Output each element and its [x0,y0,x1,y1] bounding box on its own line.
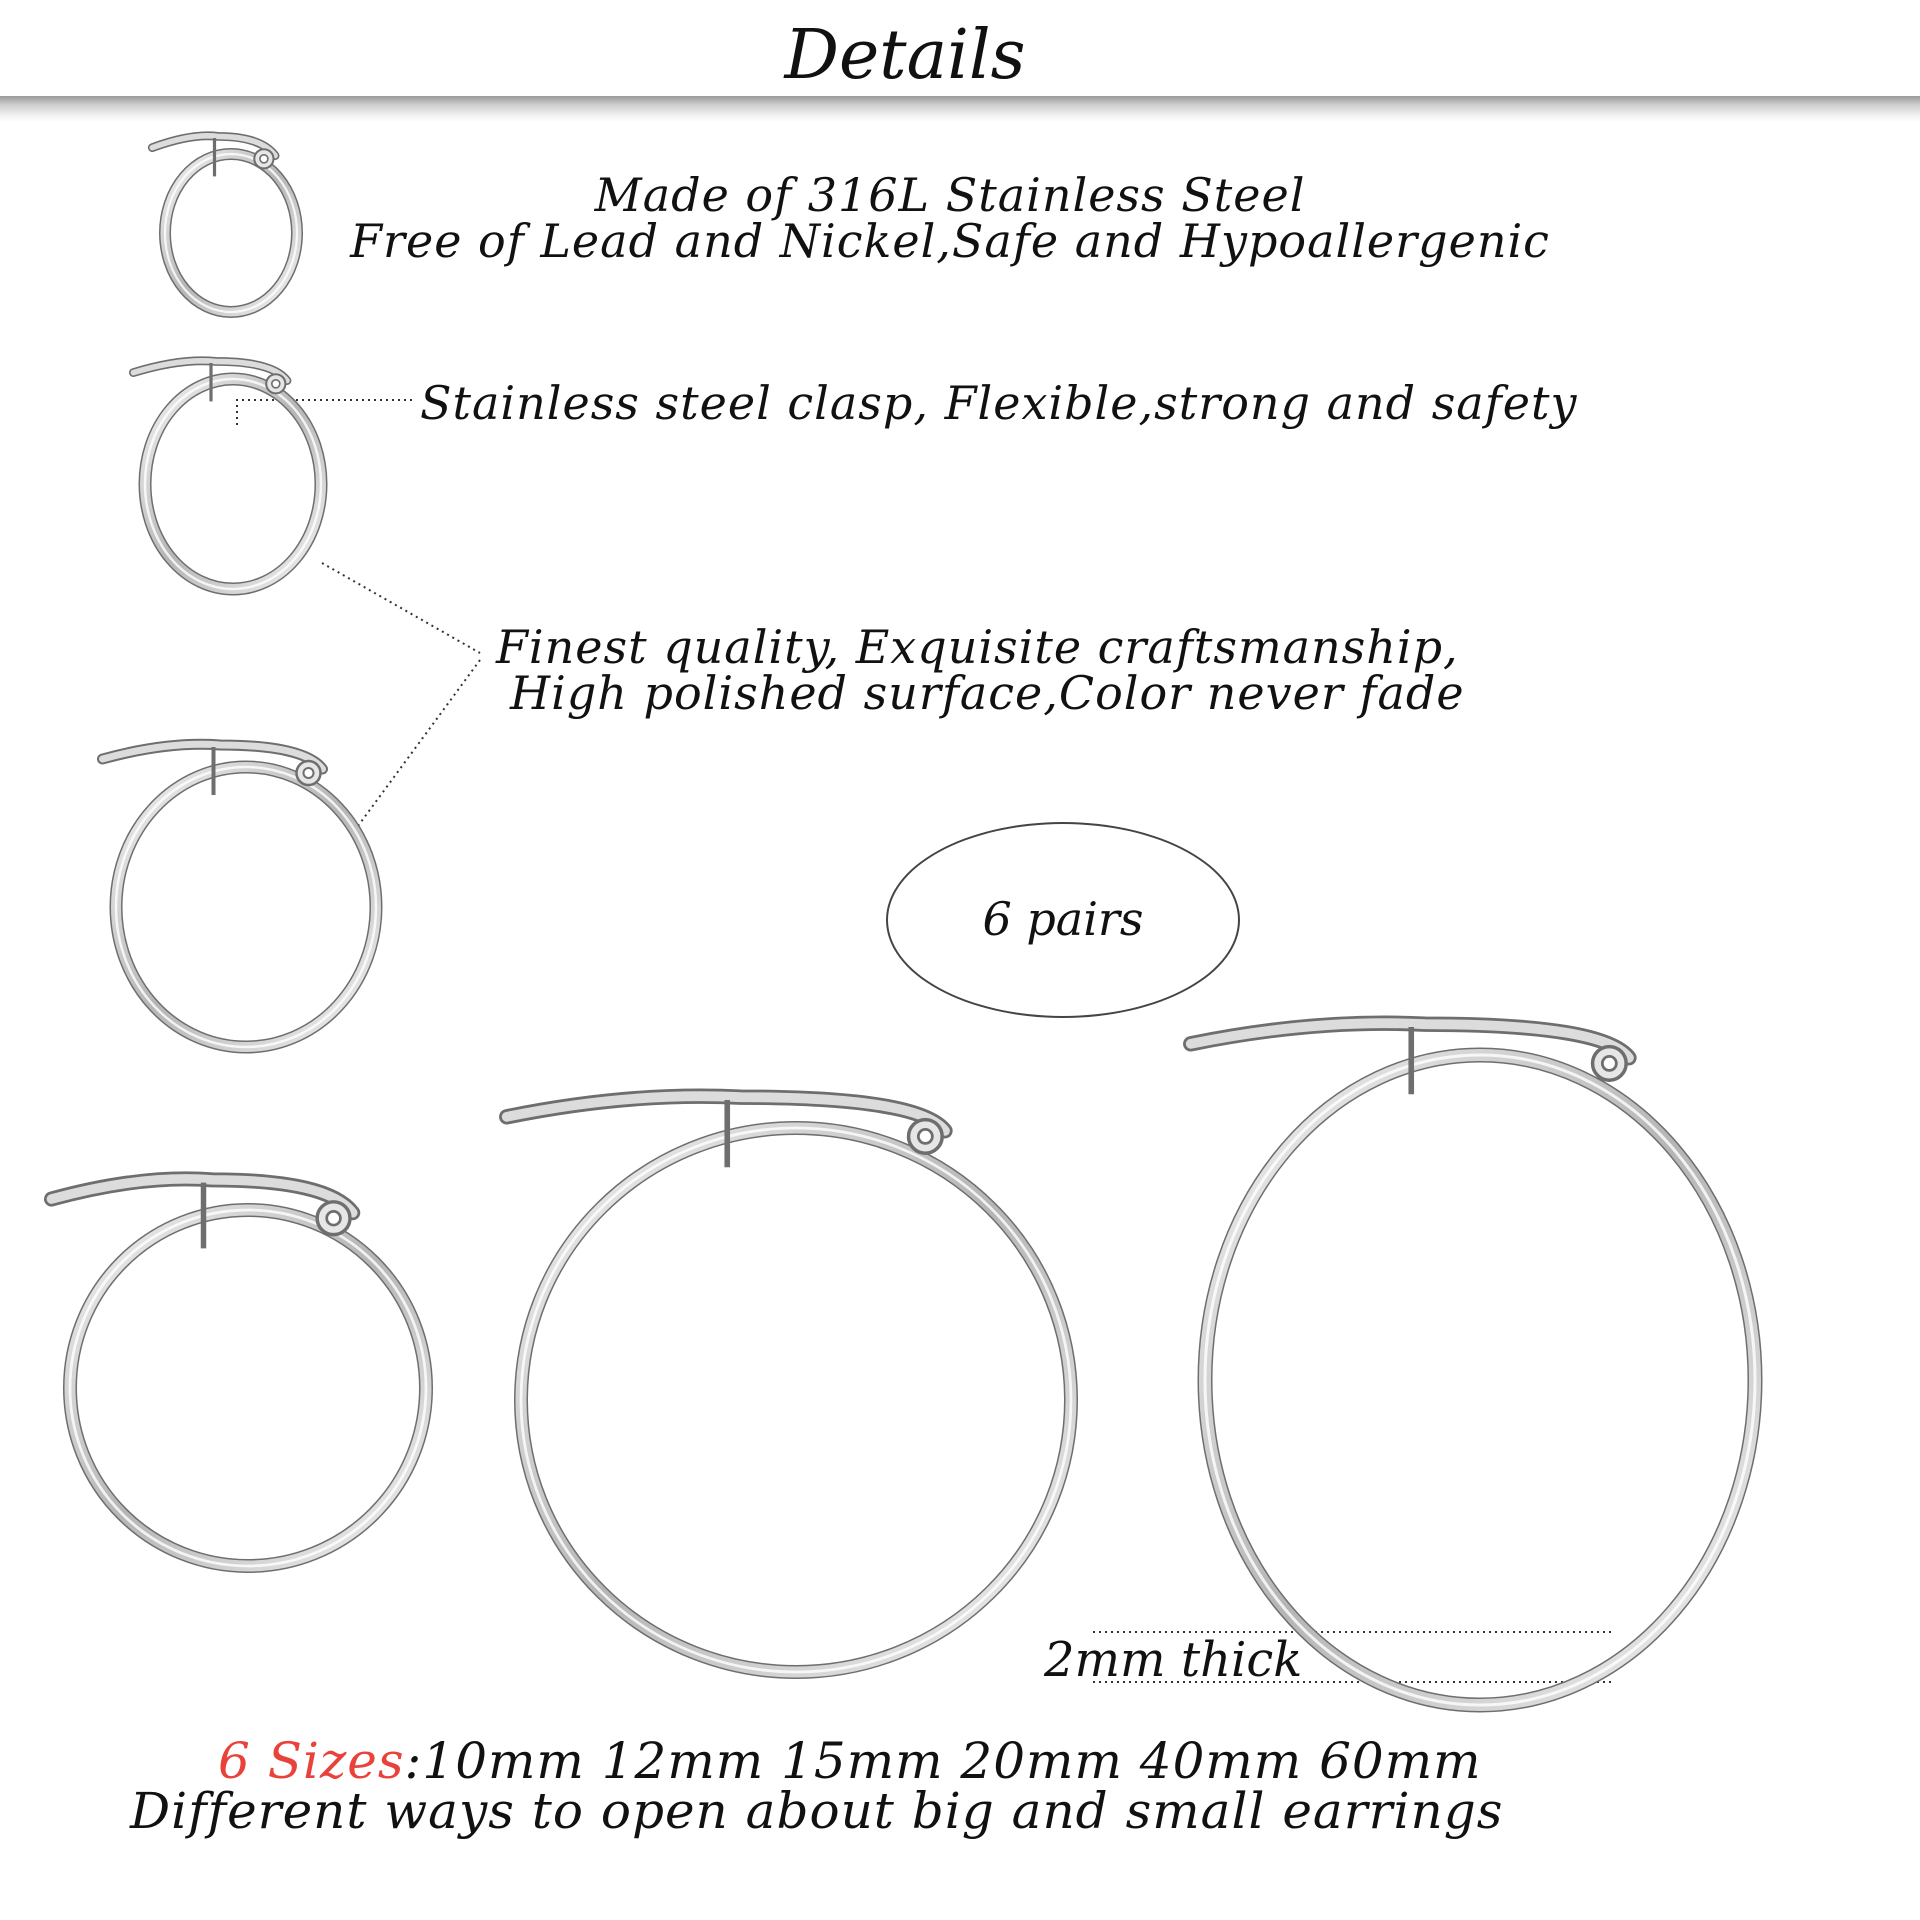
open-note: Different ways to open about big and small earrings [130,1782,1504,1840]
sizes-prefix: 6 Sizes [218,1732,405,1790]
thickness-label: 2mm thick [1044,1632,1303,1688]
clasp-hinge-pin [1602,1056,1616,1070]
sizes-values: :10mm 12mm 15mm 20mm 40mm 60mm [404,1732,1482,1790]
quality-text-line2: High polished surface,Color never fade [510,666,1465,720]
material-text-line1: Made of 316L Stainless Steel [594,168,1306,222]
material-text-line2: Free of Lead and Nickel,Safe and Hypoallergenic [350,214,1550,268]
sizes-line [218,1732,1482,1790]
clasp-text: Stainless steel clasp, Flexible,strong and safety [420,376,1578,430]
quality-text-line1: Finest quality, Exquisite craftsmanship, [496,620,1459,674]
pairs-label: 6 pairs [982,892,1144,946]
page-title: Details [784,16,1026,95]
hoop-ring [1205,1055,1755,1705]
